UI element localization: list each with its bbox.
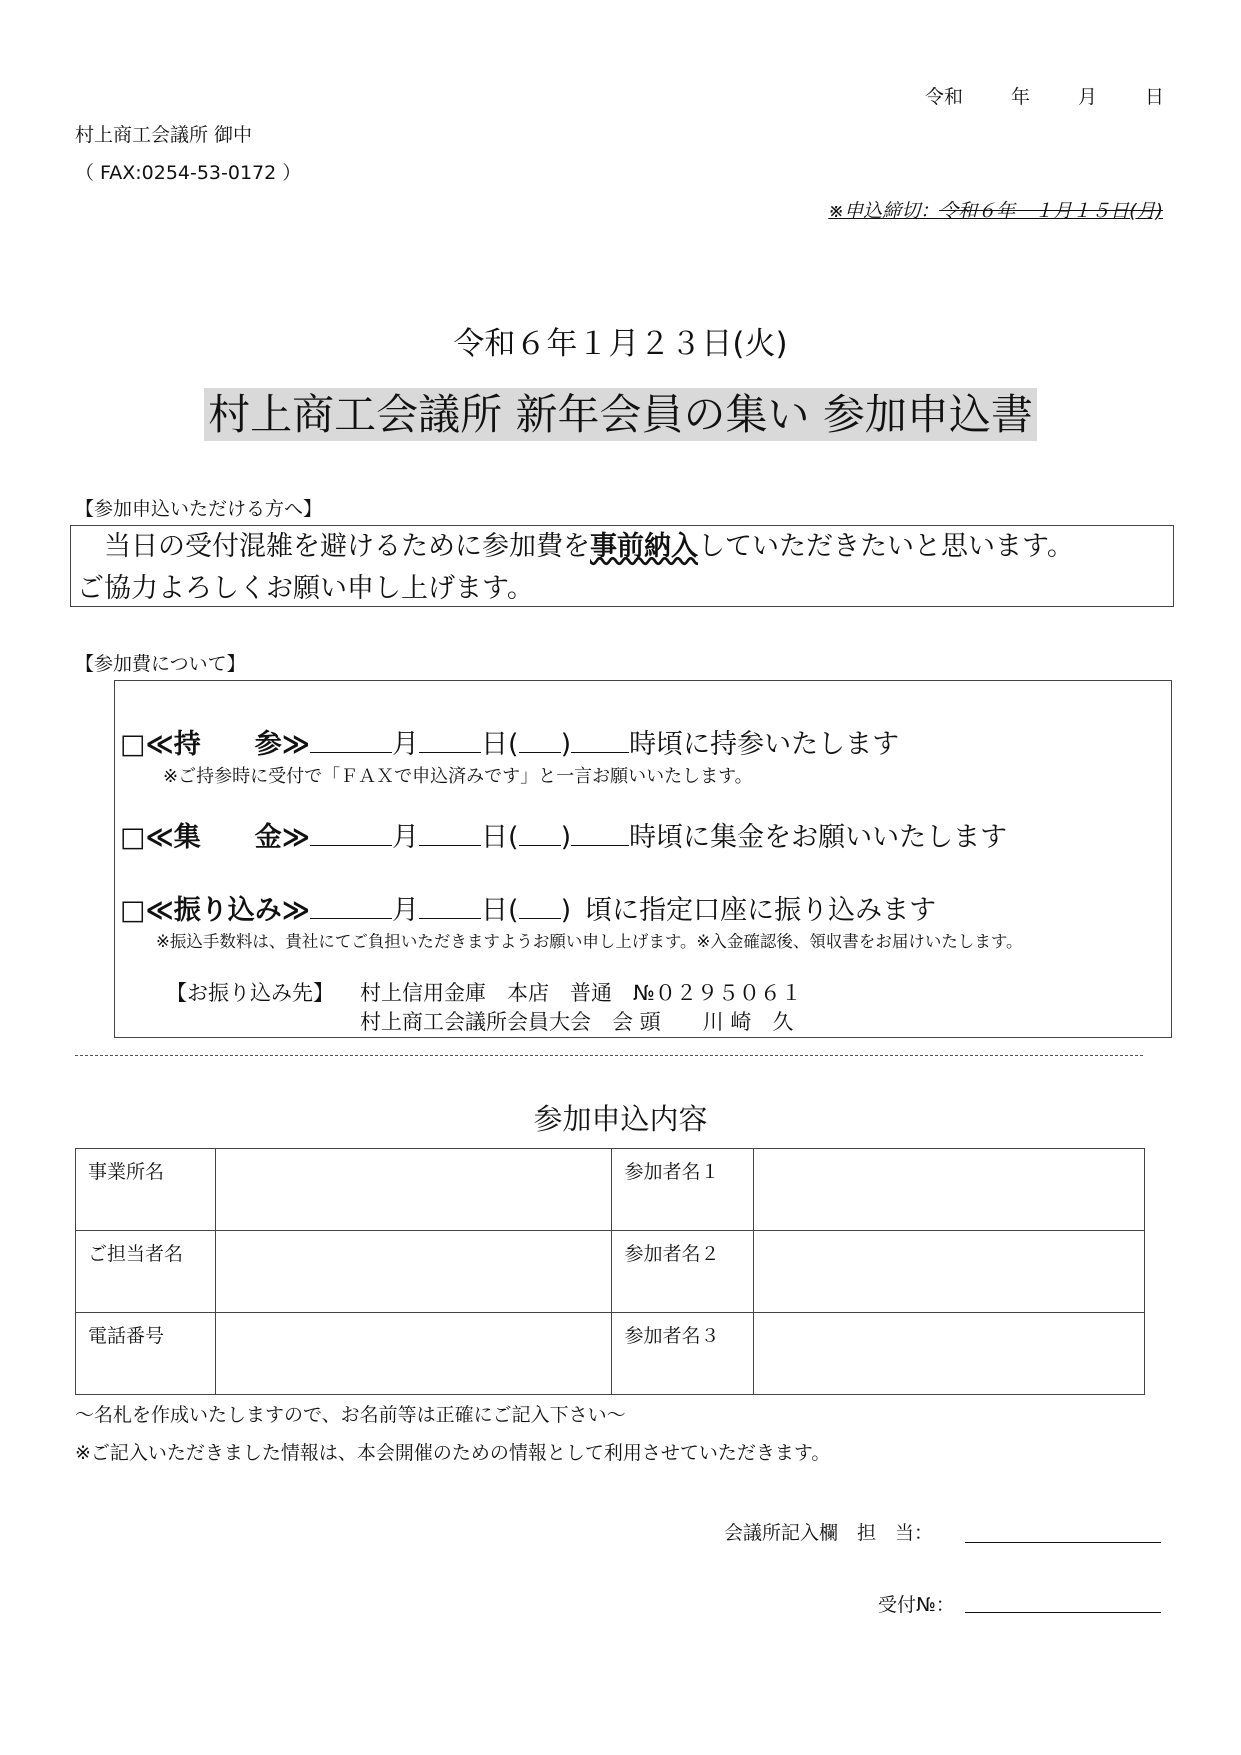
form-note-2: ※ご記入いただきました情報は、本会開催のための情報として利用させていただきます。 [75,1442,831,1464]
unit-day: 日 [481,895,509,926]
option-label-transfer: ≪振り込み≫ [145,895,311,926]
bank-label: 【お振り込み先】 [166,981,334,1005]
option-label-bring: ≪持 参≫ [145,729,311,760]
option-label-collect: ≪集 金≫ [145,822,311,853]
blank-weekday[interactable] [519,892,561,919]
option-suffix-transfer: 頃に指定口座に振り込みます [585,895,937,926]
office-staff-line[interactable] [965,1542,1161,1543]
blank-hour[interactable] [571,819,629,846]
input-phone[interactable] [215,1313,612,1395]
fee-option-transfer[interactable] [120,888,936,927]
deadline-date: 令和６年 １月１５日(月) [939,200,1163,222]
note-transfer: ※振込手数料は、貴社にてご負担いただきますようお願い申し上げます。※入金確認後、領収書をお届けいたします。 [156,932,1023,951]
option-suffix-collect: 時頃に集金をお願いいたします [629,822,1008,853]
title-wrap [0,382,1241,442]
form-note-1: ～名札を作成いたしますので、お名前等は正確にご記入下さい～ [75,1404,626,1426]
checkbox-bring[interactable]: □ [120,729,146,760]
fee-heading: 【参加費について】 [75,653,246,675]
fee-option-collect[interactable] [120,815,1007,854]
paren-close: ) [560,822,572,853]
notice-heading: 【参加申込いただける方へ】 [75,498,323,520]
paren-open: ( [508,822,519,853]
paren-close: ) [560,729,572,760]
option-suffix-bring: 時頃に持参いたします [629,729,900,760]
date-year: 年 [1011,86,1031,108]
addressee: 村上商工会議所 御中 [75,124,253,146]
notice-text [71,526,1173,610]
office-staff-label: 会議所記入欄 担 当： [724,1522,934,1544]
blank-weekday[interactable] [519,819,561,846]
paren-open: ( [508,895,519,926]
label-company: 事業所名 [76,1149,216,1231]
blank-month[interactable] [310,819,392,846]
input-participant-1[interactable] [754,1149,1145,1231]
date-month: 月 [1078,86,1098,108]
notice-line-1 [77,526,1167,568]
table-row [76,1149,1145,1231]
application-form [75,1148,1145,1395]
checkbox-transfer[interactable]: □ [120,895,146,926]
note-bring: ※ご持参時に受付で「ＦＡＸで申込済みです」と一言お願いいたします。 [163,766,753,787]
blank-day[interactable] [419,892,481,919]
date-era: 令和 [925,86,964,108]
blank-weekday[interactable] [519,726,561,753]
date-line [925,82,1164,109]
cut-line [75,1055,1143,1056]
table-row [76,1313,1145,1395]
input-contact[interactable] [215,1231,612,1313]
bank-line-2: 村上商工会議所会員大会 会 頭 川 崎 久 [360,1010,794,1034]
form-heading: 参加申込内容 [533,1102,708,1136]
deadline [828,196,1163,223]
bank-line-1: 村上信用金庫 本店 普通 №０２９５０６１ [360,981,802,1005]
checkbox-collect[interactable]: □ [120,822,146,853]
unit-month: 月 [392,895,420,926]
input-company[interactable] [215,1149,612,1231]
fee-option-bring[interactable] [120,722,899,761]
unit-day: 日 [481,729,509,760]
notice-box [70,525,1174,607]
blank-month[interactable] [310,892,392,919]
unit-day: 日 [481,822,509,853]
notice-line-2: ご協力よろしくお願い申し上げます。 [77,573,534,604]
unit-month: 月 [392,822,420,853]
paren-open: ( [508,729,519,760]
table-row [76,1231,1145,1313]
input-participant-2[interactable] [754,1231,1145,1313]
label-participant-1: 参加者名１ [612,1149,754,1231]
blank-hour[interactable] [571,726,629,753]
label-contact: ご担当者名 [76,1231,216,1313]
blank-day[interactable] [419,819,481,846]
deadline-prefix: ※申込締切： [828,200,940,222]
blank-day[interactable] [419,726,481,753]
blank-month[interactable] [310,726,392,753]
notice-line-1-b: していただきたいと思います。 [698,531,1074,562]
office-receipt-label: 受付№： [878,1594,955,1616]
page-title: 村上商工会議所 新年会員の集い 参加申込書 [204,388,1037,441]
event-date: 令和６年１月２３日(火) [453,326,788,362]
paren-close: ) [560,895,572,926]
label-participant-3: 参加者名３ [612,1313,754,1395]
input-participant-3[interactable] [754,1313,1145,1395]
office-receipt-line[interactable] [965,1612,1161,1613]
notice-line-1-a: 当日の受付混雑を避けるために参加費を [77,531,590,562]
label-participant-2: 参加者名２ [612,1231,754,1313]
fax-number: （ FAX:0254-53-0172 ） [75,162,302,184]
date-day: 日 [1145,86,1165,108]
label-phone: 電話番号 [76,1313,216,1395]
notice-emphasis: 事前納入 [590,531,698,562]
unit-month: 月 [392,729,420,760]
